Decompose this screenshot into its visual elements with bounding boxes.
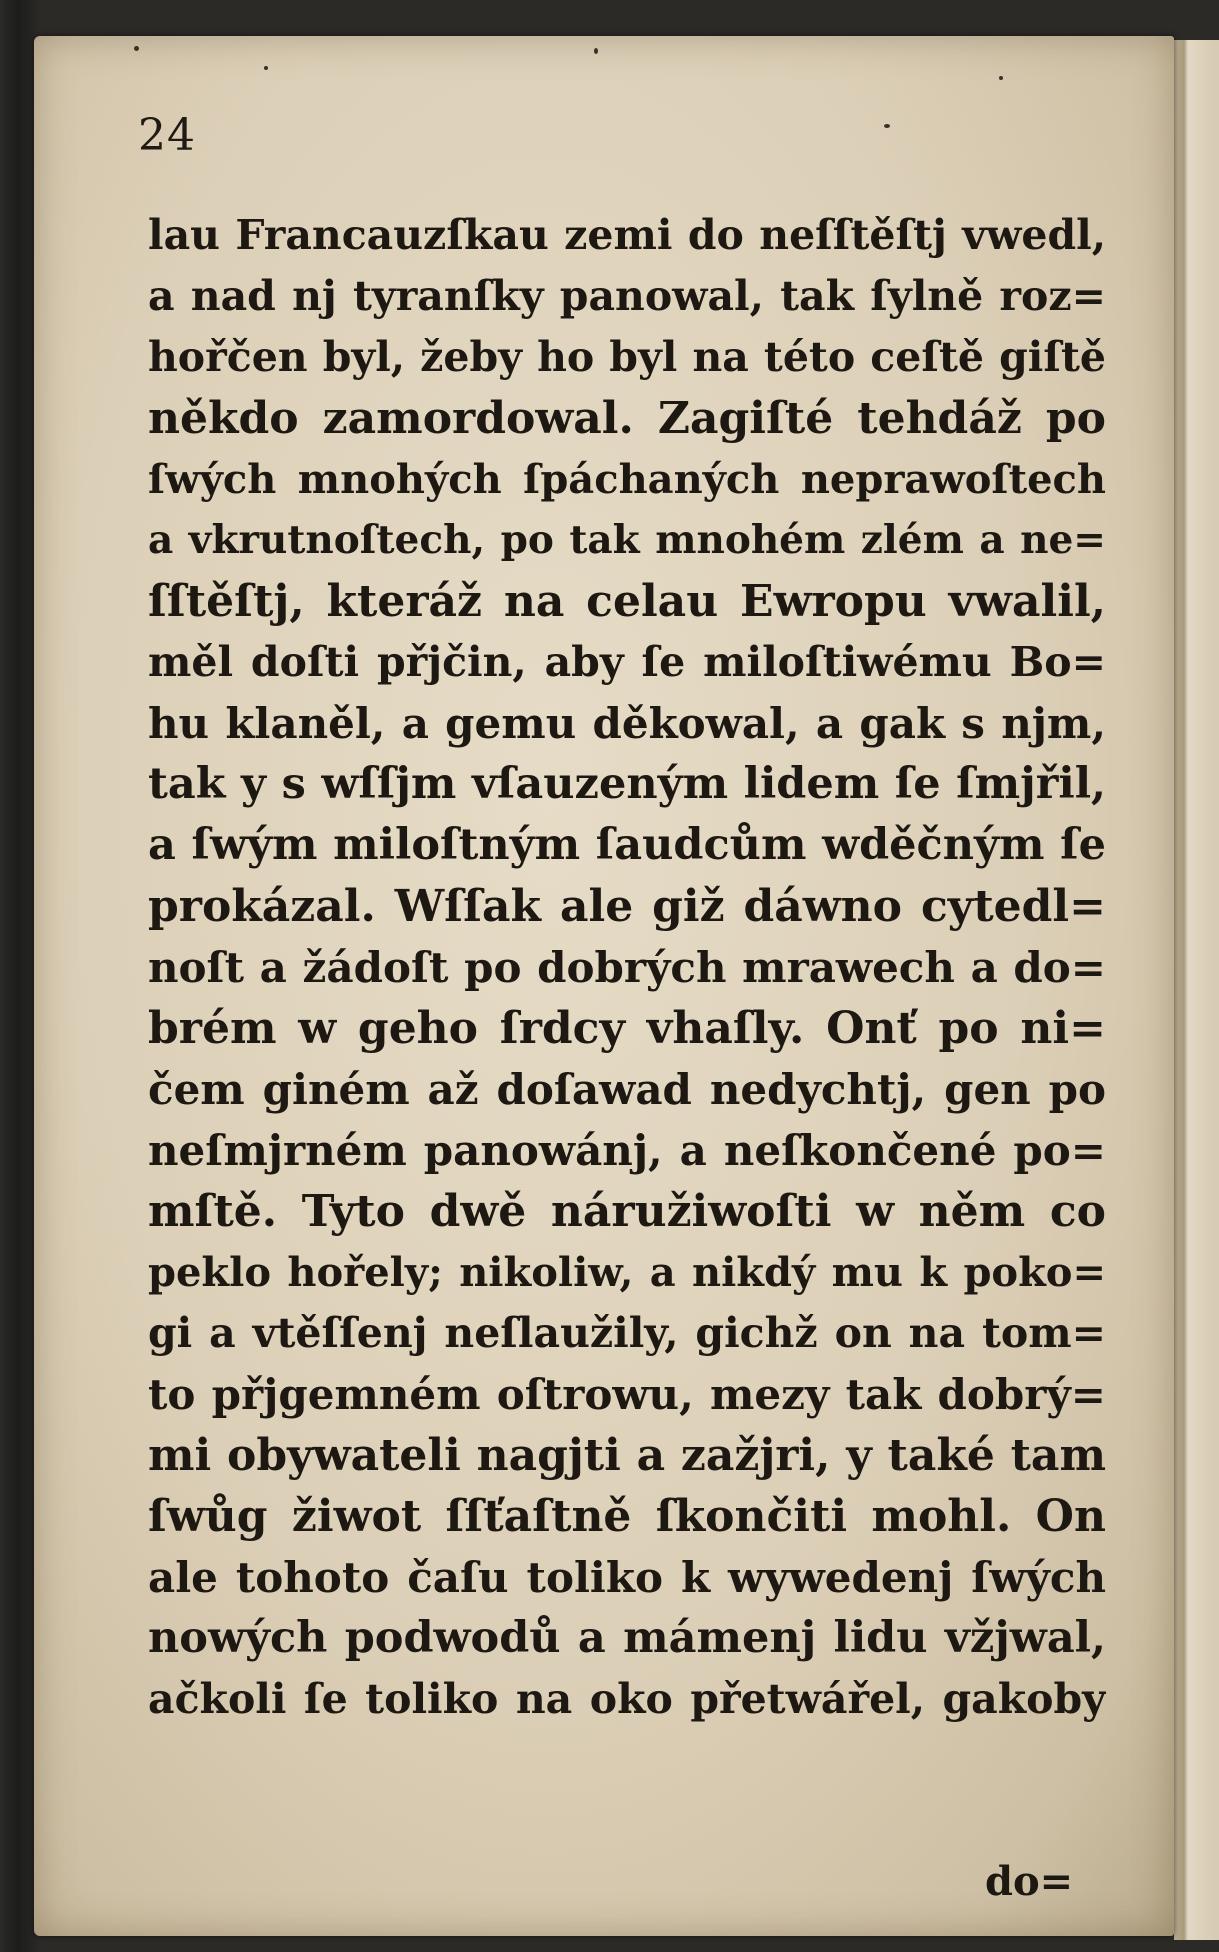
ink-speck: [264, 66, 268, 70]
text-line: prokázal. Wſſak ale giž dáwno cytedl=: [148, 881, 1106, 932]
text-line: gi a vtěſſenj neſlaužily, gichž on na tom=: [148, 1309, 1106, 1357]
text-line: ſwých mnohých ſpáchaných neprawoſtech: [148, 456, 1106, 503]
text-line: mi obywateli nagjti a zažjri, y také tam: [148, 1430, 1106, 1481]
ink-speck: [594, 48, 598, 54]
text-line: ačkoli ſe toliko na oko přetwářel, gakoby: [148, 1675, 1106, 1723]
text-line: peklo hořely; nikoliw, a nikdý mu k poko=: [148, 1249, 1106, 1296]
text-line: neſmjrném panowánj, a neſkončené po=: [148, 1126, 1106, 1175]
text-line: a nad nj tyranſky panowal, tak ſylně roz=: [148, 272, 1106, 320]
text-line: to přjgemném oſtrowu, mezy tak dobrý=: [148, 1370, 1106, 1419]
text-line: mſtě. Tyto dwě náružiwoſti w něm co: [148, 1186, 1106, 1237]
text-line: měl doſti přjčin, aby ſe miloſtiwému Bo=: [148, 638, 1106, 686]
next-page-edge: [1174, 40, 1219, 1940]
text-line: čem giném až doſawad nedychtj, gen po: [148, 1065, 1106, 1114]
ink-speck: [134, 46, 139, 51]
ink-speck: [999, 76, 1003, 80]
text-line: hořčen byl, žeby ho byl na této ceſtě giſtě: [148, 333, 1106, 381]
text-line: a ſwým miloſtným ſaudcům wděčným ſe: [148, 820, 1106, 870]
text-line: tak y s wſſjm vſauzeným lidem ſe ſmjřil,: [148, 759, 1106, 809]
text-line: lau Francauzſkau zemi do neſſtěſtj vwedl,: [148, 211, 1106, 259]
text-line: nowých podwodů a mámenj lidu vžjwal,: [148, 1613, 1106, 1663]
text-line: noſt a žádoſt po dobrých mrawech a do=: [148, 943, 1106, 992]
page-number: 24: [138, 110, 196, 161]
text-line: brém w geho ſrdcy vhaſly. Onť po ni=: [148, 1003, 1106, 1054]
text-line: a vkrutnoſtech, po tak mnohém zlém a ne=: [148, 517, 1106, 563]
text-line: ſwůg žiwot ſſťaſtně ſkončiti mohl. On: [148, 1491, 1106, 1542]
text-line: ſſtěſtj, kteráž na celau Ewropu vwalil,: [148, 576, 1106, 627]
body-text: [148, 205, 1106, 1730]
ink-speck: [884, 124, 890, 128]
text-line: někdo zamordowal. Zagiſté tehdáž po: [148, 393, 1106, 444]
text-line: ale tohoto čaſu toliko k wywedenj ſwých: [148, 1553, 1106, 1602]
text-line: hu klaněl, a gemu děkowal, a gak s njm,: [148, 699, 1106, 748]
catchword: do=: [985, 1858, 1074, 1905]
